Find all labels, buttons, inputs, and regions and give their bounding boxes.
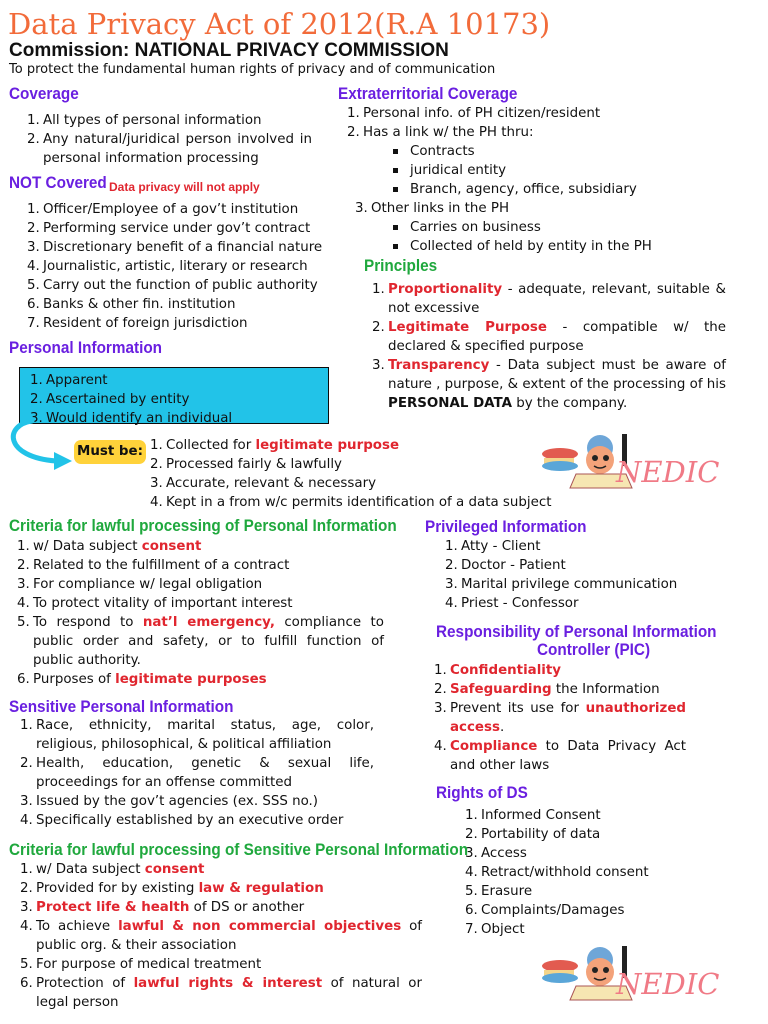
nedic-logo-text: NEDIC xyxy=(616,967,720,1001)
list-item: 4. Priest - Confessor xyxy=(445,596,579,611)
list-item: 1. Race, ethnicity, marital status, age, color, religious, philosophical, & political affiliation xyxy=(20,718,374,752)
list-item: 1. All types of personal information xyxy=(27,113,262,128)
list-item: 2. Processed fairly & lawfully xyxy=(150,457,342,472)
principles-list xyxy=(372,280,726,413)
list-item: 1. Proportionality - adequate, relevant, suitable & not excessive xyxy=(372,282,726,316)
extraterritorial-sublist xyxy=(390,218,685,256)
list-item: 7. Resident of foreign jurisdiction xyxy=(27,316,248,331)
list-item: 2. Legitimate Purpose - compatible w/ the declared & specified purpose xyxy=(372,320,727,354)
privileged-heading: Privileged Information xyxy=(425,517,587,536)
list-item: 5. For purpose of medical treatment xyxy=(20,957,262,972)
extraterritorial-list-cont xyxy=(355,199,685,256)
rights-list xyxy=(465,806,725,939)
list-item: 3. Marital privilege communication xyxy=(445,577,678,592)
list-item: 2. Has a link w/ the PH thru: Contracts juridical entity Branch, agency, office, subsidiary xyxy=(347,123,677,199)
list-item: 2. Performing service under gov’t contract xyxy=(27,221,311,236)
principles-heading: Principles xyxy=(364,256,438,275)
not-covered-note: Data privacy will not apply xyxy=(109,180,260,194)
list-item: 2. Portability of data xyxy=(465,827,601,842)
list-item: 1. Confidentiality xyxy=(434,663,562,678)
list-item: 4. To protect vitality of important interest xyxy=(17,596,293,611)
sensitive-list xyxy=(20,716,374,830)
list-item: 6. Protection of lawful rights & interest of natural or legal person xyxy=(20,976,422,1010)
list-item: 3. Discretionary benefit of a financial nature xyxy=(27,240,323,255)
list-item: 1. w/ Data subject consent xyxy=(20,862,205,877)
list-item: 4. Compliance to Data Privacy Act and other laws xyxy=(434,739,686,773)
list-item: 6. Complaints/Damages xyxy=(465,903,625,918)
list-item: 3. Issued by the gov’t agencies (ex. SSS no.) xyxy=(20,794,319,809)
curved-arrow-icon xyxy=(0,415,80,475)
list-item: Carries on business xyxy=(390,218,685,237)
list-item: 7. Object xyxy=(465,922,525,937)
not-covered-heading: NOT Covered xyxy=(9,173,107,192)
rights-heading: Rights of DS xyxy=(436,783,528,802)
list-item: 1. Informed Consent xyxy=(465,808,601,823)
list-item: Branch, agency, office, subsidiary xyxy=(390,180,677,199)
list-item: 1. Collected for legitimate purpose xyxy=(150,438,400,453)
not-covered-list xyxy=(27,200,337,333)
list-item: 2. Doctor - Patient xyxy=(445,558,566,573)
list-item: 3. Accurate, relevant & necessary xyxy=(150,476,376,491)
list-item: 2. Health, education, genetic & sexual life, proceedings for an offense committed xyxy=(20,756,374,790)
responsibility-list xyxy=(434,661,686,775)
commission-line: Commission: NATIONAL PRIVACY COMMISSION xyxy=(9,40,449,61)
list-item: 2. Related to the fulfillment of a contract xyxy=(17,558,290,573)
subtitle: To protect the fundamental human rights of privacy and of communication xyxy=(9,62,496,77)
list-item: 1. Personal info. of PH citizen/resident xyxy=(347,106,601,121)
coverage-list xyxy=(27,111,312,168)
personal-information-heading: Personal Information xyxy=(9,338,163,357)
list-item: 3. Protect life & health of DS or another xyxy=(20,900,305,915)
list-item: 2. Safeguarding the Information xyxy=(434,682,660,697)
list-item: Contracts xyxy=(390,142,677,161)
criteria-spi-heading: Criteria for lawful processing of Sensitive Personal Information xyxy=(9,840,469,859)
coverage-heading: Coverage xyxy=(9,84,79,103)
list-item: 2. Ascertained by entity xyxy=(30,392,190,407)
criteria-pi-heading: Criteria for lawful processing of Personal Information xyxy=(9,516,397,535)
list-item: 1. Apparent xyxy=(30,373,108,388)
responsibility-heading-line1: Responsibility of Personal Information xyxy=(436,622,717,641)
page-title: Data Privacy Act of 2012(R.A 10173) xyxy=(8,7,551,41)
list-item: 5. To respond to nat’l emergency, compliance to public order and safety, or to fulfill function of public authority. xyxy=(17,615,384,668)
list-item: 3. Access xyxy=(465,846,527,861)
list-item: juridical entity xyxy=(390,161,677,180)
list-item: 1. Atty - Client xyxy=(445,539,541,554)
extraterritorial-heading: Extraterritorial Coverage xyxy=(338,84,518,103)
list-item: 4. Journalistic, artistic, literary or research xyxy=(27,259,308,274)
list-item: 5. Erasure xyxy=(465,884,533,899)
list-item: 2. Provided for by existing law & regulation xyxy=(20,881,324,896)
list-item: 2. Any natural/juridical person involved in personal information processing xyxy=(27,132,312,166)
list-item: 3. Transparency - Data subject must be aware of nature , purpose, & extent of the processing of his PERSONAL DATA by the company. xyxy=(372,358,726,411)
list-item: 4. Specifically established by an executive order xyxy=(20,813,344,828)
list-item: 3. Prevent its use for unauthorized access. xyxy=(434,701,686,735)
list-item: 4. Kept in a from w/c permits identification of a data subject xyxy=(150,495,552,510)
list-item: 3. Would identify an individual xyxy=(30,411,233,426)
list-item: 3. Other links in the PH Carries on business Collected of held by entity in the PH xyxy=(355,199,685,256)
extraterritorial-list xyxy=(347,104,677,199)
responsibility-heading-line2: Controller (PIC) xyxy=(537,640,651,659)
list-item: 4. To achieve lawful & non commercial objectives of public org. & their association xyxy=(20,919,422,953)
list-item: 1. w/ Data subject consent xyxy=(17,539,202,554)
list-item: 6. Purposes of legitimate purposes xyxy=(17,672,267,687)
list-item: 5. Carry out the function of public authority xyxy=(27,278,318,293)
must-be-badge: Must be: xyxy=(74,440,146,464)
list-item: 4. Retract/withhold consent xyxy=(465,865,649,880)
list-item: 1. Officer/Employee of a gov’t institution xyxy=(27,202,299,217)
nedic-logo-text: NEDIC xyxy=(616,455,720,489)
must-be-list xyxy=(150,436,570,512)
list-item: 3. For compliance w/ legal obligation xyxy=(17,577,263,592)
list-item: 6. Banks & other fin. institution xyxy=(27,297,236,312)
sensitive-heading: Sensitive Personal Information xyxy=(9,697,234,716)
list-item: Collected of held by entity in the PH xyxy=(390,237,685,256)
criteria-pi-list xyxy=(17,537,384,689)
privileged-list xyxy=(445,537,745,613)
extraterritorial-sublist xyxy=(390,142,677,199)
criteria-spi-list xyxy=(20,860,422,1012)
